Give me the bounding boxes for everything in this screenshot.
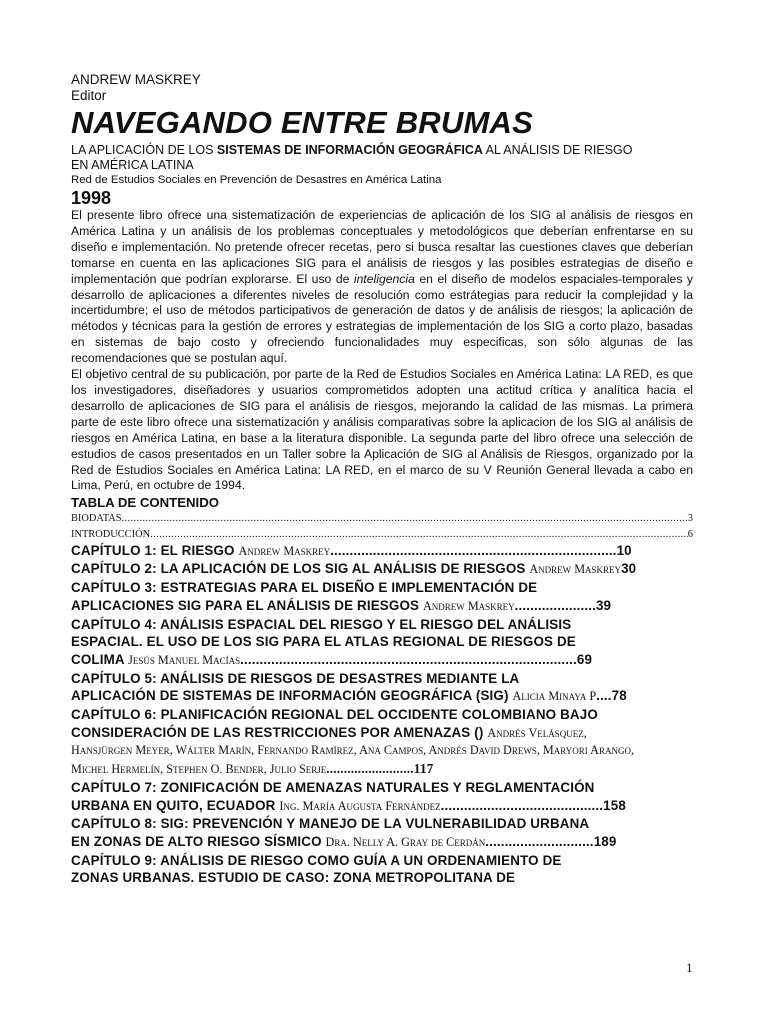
- toc-leader-dots: ....: [596, 688, 612, 704]
- toc-chapter: [71, 815, 693, 851]
- toc-chapter-title-line: [71, 869, 693, 887]
- toc-chapter-title: EN ZONAS DE ALTO RIESGO SÍSMICO: [71, 833, 326, 849]
- toc-entry: [71, 511, 693, 526]
- editor-role: Editor: [71, 88, 107, 103]
- toc-chapter: [71, 670, 693, 706]
- toc-chapter-page: 30: [621, 561, 637, 577]
- toc-chapter-title: APLICACIÓN DE SISTEMAS DE INFORMACIÓN GEOGRÁFICA (SIG): [71, 688, 513, 704]
- toc-chapter-title: CONSIDERACIÓN DE LAS RESTRICCIONES POR AMENAZAS (): [71, 724, 488, 740]
- toc-chapter-title: CAPÍTULO 8: SIG: PREVENCIÓN Y MANEJO DE LA VULNERABILIDAD URBANA: [71, 816, 590, 832]
- toc-leader-dots: ..........................................: [440, 797, 604, 813]
- toc-chapter-page: 10: [616, 542, 632, 558]
- toc-chapter: [71, 706, 693, 779]
- toc-chapter: [71, 542, 693, 561]
- toc-chapter-author: Jesús Manuel Macías: [128, 652, 241, 667]
- toc-chapter-title-line: [71, 651, 693, 670]
- toc-chapter-page: 39: [595, 597, 612, 613]
- toc-entry: [71, 527, 693, 542]
- toc-chapter: [71, 779, 693, 815]
- toc-chapter-title-line: [71, 815, 693, 833]
- toc-chapter-title-line: [71, 779, 693, 797]
- toc-chapter-authors-line: [71, 742, 693, 760]
- toc-chapter-title: URBANA EN QUITO, ECUADOR: [71, 797, 280, 813]
- toc-chapter-author: Dra. Nelly A. Gray de Cerdán: [325, 834, 486, 849]
- toc-chapter-author: Alicia Minaya P: [512, 689, 597, 704]
- toc-chapter-author: Andrés Velásquez,: [487, 725, 587, 740]
- toc-chapter-author: Ing. María Augusta Fernández: [279, 798, 441, 813]
- toc-leader-dots: ..........................................................................: [330, 542, 617, 558]
- toc-chapter-title: ESPACIAL. EL USO DE LOS SIG PARA EL ATLAS REGIONAL DE RIESGOS DE: [71, 634, 576, 650]
- toc-chapter-title: CAPÍTULO 6: PLANIFICACIÓN REGIONAL DEL OCCIDENTE COLOMBIANO BAJO: [71, 707, 598, 723]
- toc-chapter-title: CAPÍTULO 4: ANÁLISIS ESPACIAL DEL RIESGO Y EL RIESGO DEL ANÁLISIS: [71, 616, 572, 632]
- toc-chapter-title-line: [71, 833, 693, 852]
- toc-chapter-title: CAPÍTULO 2: LA APLICACIÓN DE LOS SIG AL ANÁLISIS DE RIESGOS: [71, 561, 530, 577]
- toc-chapters: [71, 542, 693, 887]
- toc-chapter-title: APLICACIONES SIG PARA EL ANÁLISIS DE RIESGOS: [71, 597, 423, 613]
- toc-front-matter: [71, 511, 693, 541]
- toc-chapter-title-line: [71, 633, 693, 651]
- toc-entry-label: INTRODUCCIÓN: [71, 528, 151, 540]
- toc-chapter-title-line: [71, 579, 693, 597]
- publisher-network: Red de Estudios Sociales en Prevención de Desastres en América Latina: [71, 174, 442, 186]
- toc-chapter: [71, 579, 693, 615]
- toc-chapter-title-line: [71, 542, 693, 561]
- toc-leader-dots: [122, 511, 688, 526]
- document-page: [71, 72, 693, 887]
- editor-name: ANDREW MASKREY: [71, 72, 201, 87]
- toc-chapter-title-line: [71, 670, 693, 688]
- abstract-paragraph-1: El presente libro ofrece una sistematización de experiencias de aplicación de los SIG al análisis de riesgos en América Latina y un análisis de los problemas conceptuales y metodológicos que deberían enfrentarse en su diseño e implementación. No pretende ofrecer recetas, pero si busca resaltar las cuestiones claves que deberían tomarse en cuenta en las aplicaciones SIG para el análisis de riesgos y las posibles estrategias de diseño e implementación que podrían explorarse. El uso de inteligencia en el diseño de modelos espaciales-temporales y desarrollo de aplicaciones a diferentes niveles de resolución como estrátegias para reducir la complejidad y la incertidumbre; el uso de métodos participativos de generación de datos y de análisis de riesgos; la aplicación de métodos y técnicas para la gestión de errores y estrategias de implementación de los SIG a corto plazo, basadas en sistemas de bajo costo y ofreciendo funcionalidades muy especificas, son sólo algunas de las recomendaciones que se postulan aquí.: [71, 208, 694, 366]
- toc-chapter-title-line: [71, 724, 693, 743]
- toc-chapter-title: CAPÍTULO 5: ANÁLISIS DE RIESGOS DE DESASTRES MEDIANTE LA: [71, 670, 520, 686]
- toc-chapter-author: Hansjürgen Meyer, Wálter Marín, Fernando Ramírez, Ana Campos, Andrés David Drews, Maryori Arango,: [71, 743, 634, 758]
- toc-chapter-title: COLIMA: [71, 651, 129, 667]
- toc-chapter-page: 78: [611, 688, 627, 704]
- toc-leader-dots: ............................: [485, 833, 594, 849]
- toc-leader-dots: [150, 527, 688, 542]
- book-title: NAVEGANDO ENTRE BRUMAS: [71, 105, 533, 140]
- toc-leader-dots: .........................: [326, 761, 414, 777]
- toc-chapter: [71, 616, 693, 670]
- toc-chapter-title: CAPÍTULO 3: ESTRATEGIAS PARA EL DISEÑO E IMPLEMENTACIÓN DE: [71, 580, 538, 596]
- book-subtitle: LA APLICACIÓN DE LOS SISTEMAS DE INFORMACIÓN GEOGRÁFICA AL ANÁLISIS DE RIESGO EN AMÉRICA LATINA: [71, 143, 633, 172]
- abstract-paragraph-2: El objetivo central de su publicación, por parte de la Red de Estudios Sociales en América Latina: LA RED, es que los investigadores, diseñadores y usuarios comprometidos adopten una actitud crítica y analítica hacia el desarrollo de aplicaciones de SIG para el análisis de riesgos, mejorando la calidad de las mismas. La primera parte de este libro ofrece una sistematización y análisis comparativas sobre la aplicacion de los SIG al análisis de riesgos en América Latina, en base a la literatura disponible. La segunda parte del libro ofrece una selección de estudios de casos presentados en un Taller sobre la Aplicación de SIG al Análisis de Riesgos, organizado por la Red de Estudios Sociales en América Latina: LA RED, en el marco de su V Reunión General llevada a cabo en Lima, Perú, en octubre de 1994.: [71, 367, 693, 493]
- toc-leader-dots: .....................: [514, 597, 596, 613]
- toc-entry-page: 6: [687, 528, 693, 540]
- toc-chapter-title-line: [71, 560, 693, 579]
- toc-heading: TABLA DE CONTENIDO: [71, 495, 219, 511]
- publication-year: 1998: [71, 188, 112, 208]
- toc-chapter: [71, 560, 693, 579]
- toc-entry-page: 3: [687, 513, 693, 525]
- toc-chapter-title-line: [71, 852, 693, 870]
- toc-entry-label: BIODATAS: [71, 513, 122, 525]
- toc-chapter-authors-line: [71, 760, 693, 779]
- toc-chapter-title: CAPÍTULO 1: EL RIESGO: [71, 542, 239, 558]
- toc-chapter: [71, 852, 693, 887]
- toc-chapter-page: 189: [593, 833, 617, 849]
- toc-chapter-title-line: [71, 597, 693, 616]
- toc-chapter-page: 117: [413, 761, 434, 777]
- toc-chapter-title-line: [71, 797, 693, 816]
- toc-chapter-title-line: [71, 706, 693, 724]
- toc-chapter-title: ZONAS URBANAS. ESTUDIO DE CASO: ZONA METROPOLITANA DE: [71, 870, 516, 886]
- toc-chapter-title-line: [71, 687, 693, 706]
- toc-chapter-title-line: [71, 616, 693, 634]
- toc-chapter-title: CAPÍTULO 7: ZONIFICACIÓN DE AMENAZAS NATURALES Y REGLAMENTACIÓN: [71, 779, 595, 795]
- toc-chapter-page: 69: [576, 651, 593, 667]
- toc-chapter-page: 158: [603, 797, 626, 813]
- page-number: 1: [686, 960, 693, 975]
- toc-chapter-author: Andrew Maskrey: [238, 543, 331, 558]
- toc-chapter-author: Andrew Maskrey: [422, 598, 515, 613]
- toc-chapter-author: Andrew Maskrey: [529, 562, 622, 577]
- toc-chapter-author: Michel Hermelín, Stephen O. Bender, Julio Serje: [71, 762, 327, 777]
- toc-leader-dots: .......................................................................................: [240, 651, 577, 667]
- toc-chapter-title: CAPÍTULO 9: ANÁLISIS DE RIESGO COMO GUÍA A UN ORDENAMIENTO DE: [71, 852, 562, 868]
